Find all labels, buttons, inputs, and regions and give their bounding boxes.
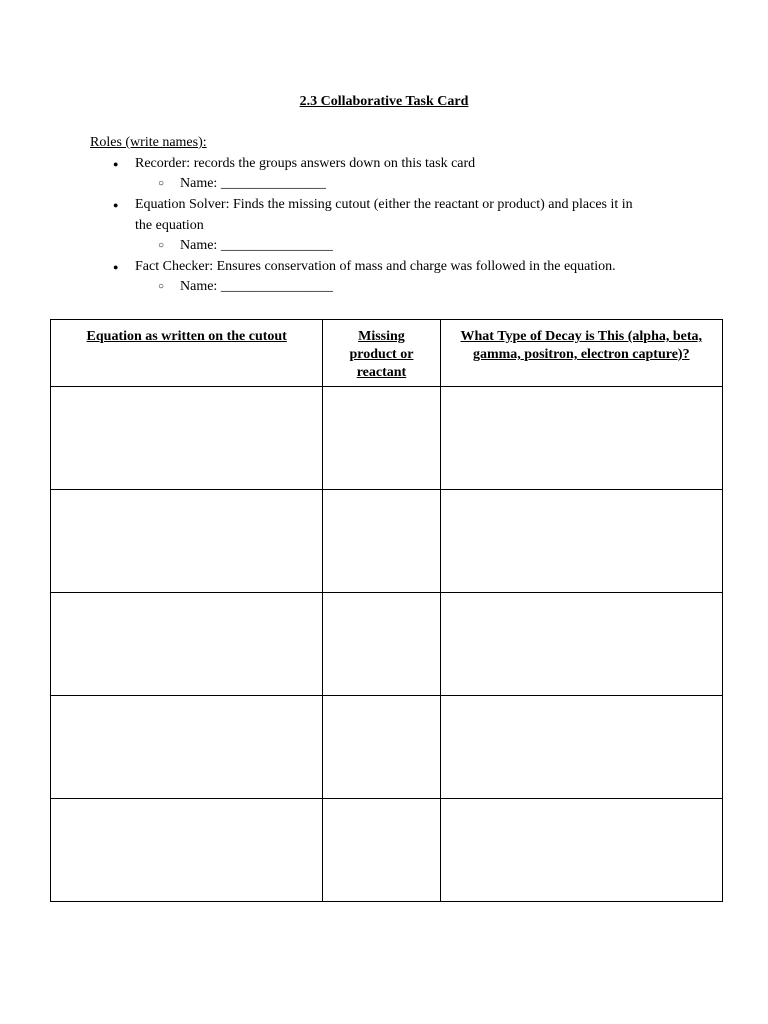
role-recorder: Recorder: records the groups answers down on this task card xyxy=(135,156,476,171)
missing-cell[interactable] xyxy=(323,490,440,593)
role-fact-checker: Fact Checker: Ensures conservation of mass and charge was followed in the equation. xyxy=(135,259,616,274)
bullet-icon: ● xyxy=(113,262,119,272)
recorder-name-field[interactable]: Name: _______________ xyxy=(180,176,326,191)
header-equation: Equation as written on the cutout xyxy=(51,320,323,387)
table-row xyxy=(51,799,723,902)
decay-type-cell[interactable] xyxy=(440,799,722,902)
missing-cell[interactable] xyxy=(323,799,440,902)
equation-cell[interactable] xyxy=(51,696,323,799)
equation-cell[interactable] xyxy=(51,490,323,593)
role-equation-solver: Equation Solver: Finds the missing cutout (either the reactant or product) and places it in xyxy=(135,197,633,212)
equation-cell[interactable] xyxy=(51,593,323,696)
table-row xyxy=(51,490,723,593)
equation-cell[interactable] xyxy=(51,799,323,902)
roles-heading: Roles (write names): xyxy=(90,135,207,150)
missing-cell[interactable] xyxy=(323,696,440,799)
table-header-row xyxy=(51,320,723,387)
missing-cell[interactable] xyxy=(323,593,440,696)
table-row xyxy=(51,593,723,696)
missing-cell[interactable] xyxy=(323,387,440,490)
sub-bullet-icon: ○ xyxy=(158,281,165,292)
fact-checker-name-field[interactable]: Name: ________________ xyxy=(180,279,333,294)
role-equation-solver-continued: the equation xyxy=(135,218,204,233)
header-missing: Missing product or reactant xyxy=(323,320,440,387)
decay-type-cell[interactable] xyxy=(440,490,722,593)
decay-type-cell[interactable] xyxy=(440,387,722,490)
sub-bullet-icon: ○ xyxy=(158,240,165,251)
decay-type-cell[interactable] xyxy=(440,696,722,799)
document-title: 2.3 Collaborative Task Card xyxy=(299,94,469,109)
task-table xyxy=(50,319,723,902)
bullet-icon: ● xyxy=(113,159,119,169)
header-decay-type: What Type of Decay is This (alpha, beta, gamma, positron, electron capture)? xyxy=(440,320,722,387)
bullet-icon: ● xyxy=(113,200,119,210)
equation-cell[interactable] xyxy=(51,387,323,490)
equation-solver-name-field[interactable]: Name: ________________ xyxy=(180,238,333,253)
decay-type-cell[interactable] xyxy=(440,593,722,696)
table-row xyxy=(51,696,723,799)
table-row xyxy=(51,387,723,490)
sub-bullet-icon: ○ xyxy=(158,178,165,189)
